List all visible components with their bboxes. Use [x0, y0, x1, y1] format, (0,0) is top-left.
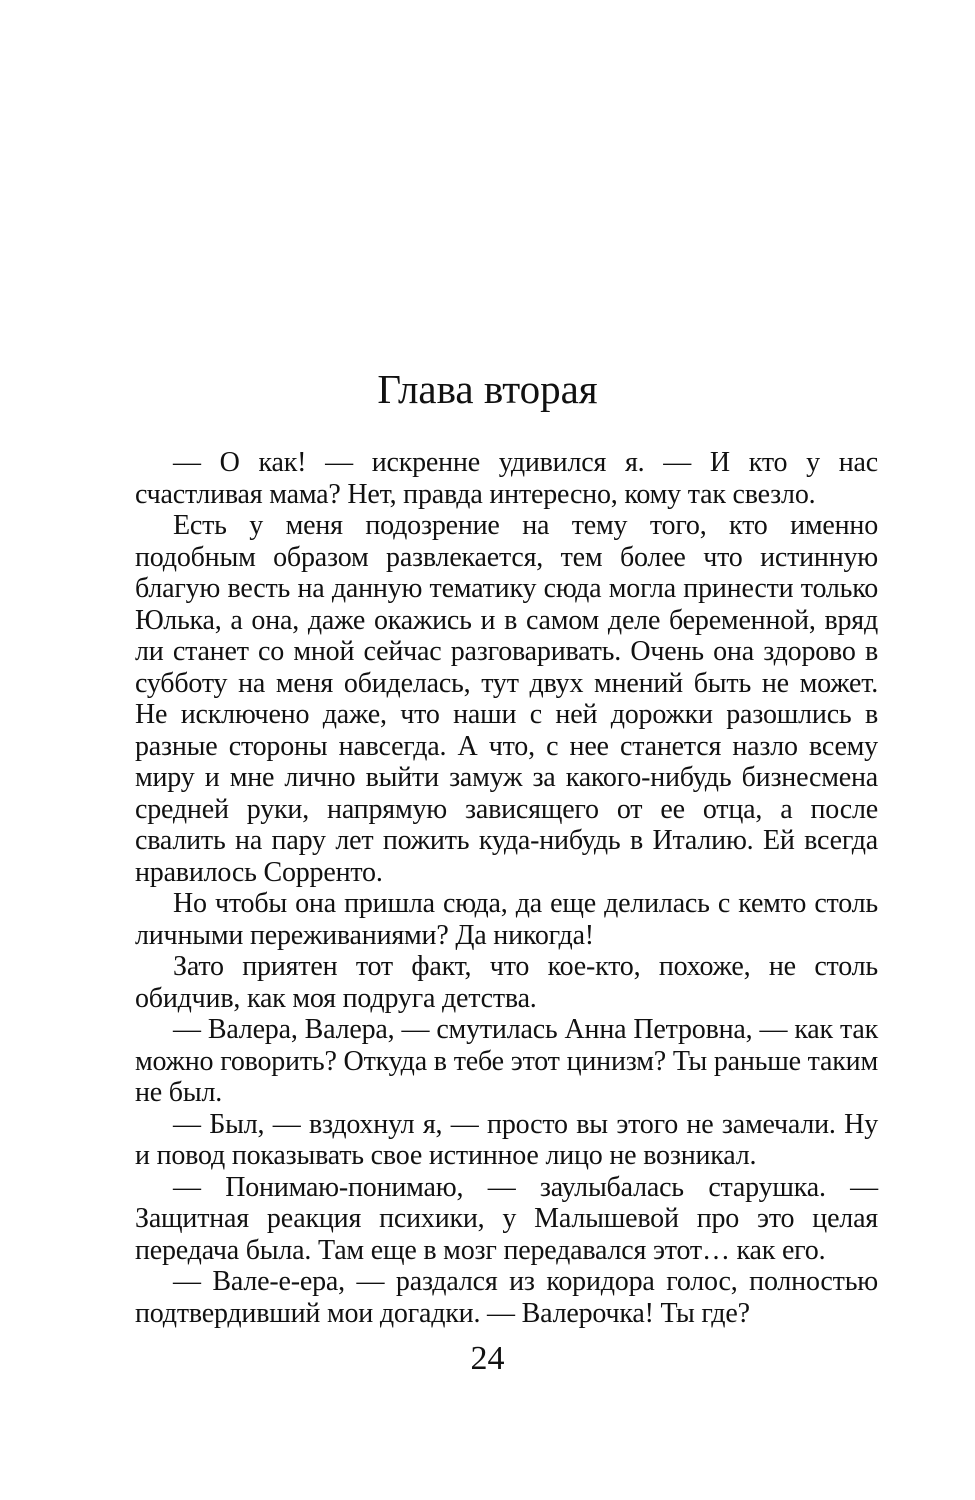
chapter-title: Глава вторая: [377, 366, 598, 412]
paragraph: Есть у меня подозрение на тему того, кто именно подобным образом развлекается, тем более что истинную благую весть на данную тематику сюда могла принести только Юлька, а она, даже окажись и в самом деле беременной, вряд ли станет со мной сейчас разговаривать. Очень она здорово в субботу на меня обиделась, тут двух мнений быть не может. Не исключено даже, что наши с ней дорожки разошлись в разные стороны навсегда. А что, с нее станется назло всему миру и мне лично выйти замуж за какого-нибудь бизнесмена средней руки, напрямую зависящего от ее отца, а после свалить на пару лет пожить куда-нибудь в Италию. Ей всегда нравилось Сорренто.: [135, 510, 878, 888]
paragraph: — О как! — искренне удивился я. — И кто у нас счастливая мама? Нет, правда интересно, кому так свезло.: [135, 447, 878, 510]
paragraph: Зато приятен тот факт, что кое-кто, похоже, не столь обидчив, как моя подруга детства.: [135, 951, 878, 1014]
paragraph: — Был, — вздохнул я, — просто вы этого не замечали. Ну и повод показывать свое истинное лицо не возникал.: [135, 1108, 878, 1171]
body-text: [135, 447, 878, 1329]
paragraph: — Вале-е-ера, — раздался из коридора голос, полностью подтвердивший мои догадки. — Валерочка! Ты где?: [135, 1266, 878, 1329]
paragraph: — Валера, Валера, — смутилась Анна Петровна, — как так можно говорить? Откуда в тебе этот цинизм? Ты раньше таким не был.: [135, 1014, 878, 1108]
page-number: 24: [470, 1340, 505, 1377]
paragraph: — Понимаю-понимаю, — заулыбалась старушка. — Защитная реакция психики, у Малышевой про это целая передача была. Там еще в мозг передавался этот… как его.: [135, 1171, 878, 1266]
paragraph: Но чтобы она пришла сюда, да еще делилась с кемто столь личными переживаниями? Да никогда!: [135, 888, 878, 951]
